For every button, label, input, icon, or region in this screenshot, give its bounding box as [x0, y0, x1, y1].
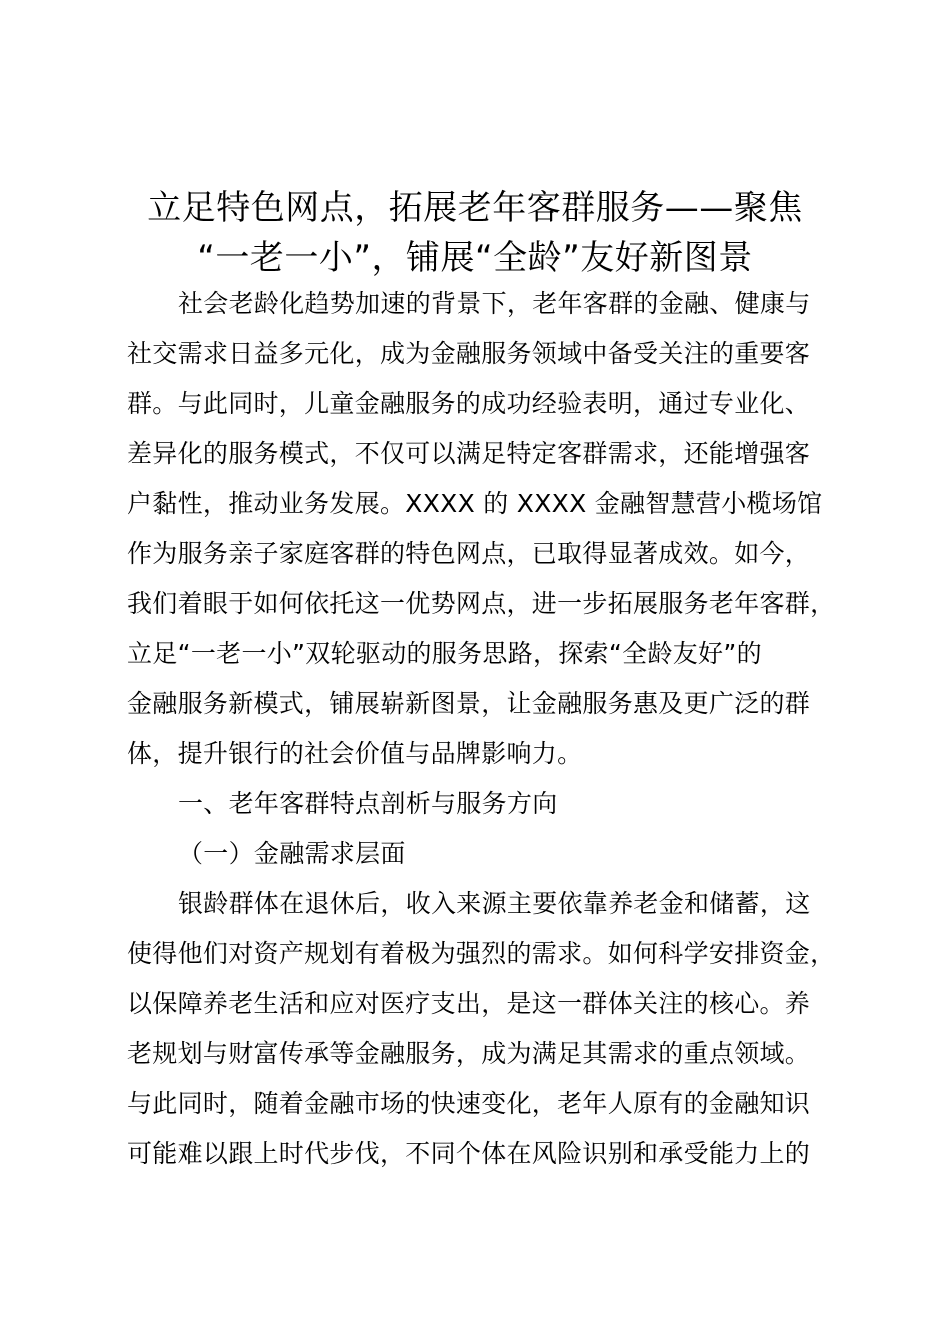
paragraph-2-line-5: 与此同时，随着金融市场的快速变化，老年人原有的金融知识 [127, 1089, 811, 1118]
paragraph-1-line-6: 作为服务亲子家庭客群的特色网点，已取得显著成效。如今， [127, 539, 811, 568]
paragraph-1-line-3: 群。与此同时，儿童金融服务的成功经验表明，通过专业化、 [127, 389, 811, 418]
paragraph-1-line-7: 我们着眼于如何依托这一优势网点，进一步拓展服务老年客群， [127, 589, 836, 618]
paragraph-1-line-5: 户黏性，推动业务发展。XXXX 的 XXXX 金融智慧营小榄场馆 [127, 489, 823, 518]
paragraph-2-line-2: 使得他们对资产规划有着极为强烈的需求。如何科学安排资金， [127, 939, 836, 968]
paragraph-2-line-1: 银龄群体在退休后，收入来源主要依靠养老金和储蓄，这 [178, 889, 811, 918]
section-heading-1: 一、老年客群特点剖析与服务方向 [178, 789, 558, 818]
paragraph-2-line-6: 可能难以跟上时代步伐，不同个体在风险识别和承受能力上的 [127, 1139, 811, 1168]
paragraph-1-line-1: 社会老龄化趋势加速的背景下，老年客群的金融、健康与 [178, 289, 811, 318]
paragraph-1-line-8: 立足“一老一小”双轮驱动的服务思路，探索“全龄友好”的 [127, 639, 762, 668]
paragraph-2-line-3: 以保障养老生活和应对医疗支出，是这一群体关注的核心。养 [127, 989, 811, 1018]
paragraph-1-line-9: 金融服务新模式，铺展崭新图景，让金融服务惠及更广泛的群 [127, 689, 811, 718]
paragraph-2-line-4: 老规划与财富传承等金融服务，成为满足其需求的重点领域。 [127, 1039, 811, 1068]
document-title-line-2: “一老一小”，铺展“全龄”友好新图景 [197, 238, 753, 278]
paragraph-1-line-2: 社交需求日益多元化，成为金融服务领域中备受关注的重要客 [127, 339, 811, 368]
paragraph-1-line-10: 体，提升银行的社会价值与品牌影响力。 [127, 739, 583, 768]
paragraph-1-line-4: 差异化的服务模式，不仅可以满足特定客群需求，还能增强客 [127, 439, 811, 468]
subsection-heading-1: （一）金融需求层面 [178, 839, 406, 868]
document-title-line-1: 立足特色网点，拓展老年客群服务——聚焦 [147, 188, 803, 228]
